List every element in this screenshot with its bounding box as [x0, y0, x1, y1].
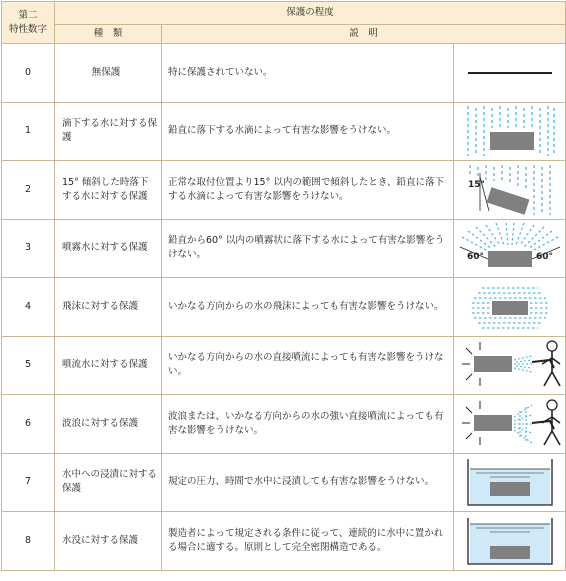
row-kind: 水中への浸漬に対する保護: [55, 453, 162, 512]
splash-all-directions-icon: [462, 280, 558, 334]
row-description: 鉛直から60° 以内の噴霧状に落下する水によって有害な影響をうけない。: [162, 219, 454, 278]
row-description: 特に保護されていない。: [162, 44, 454, 103]
table-row: [2, 512, 566, 571]
row-kind: 波浪に対する保護: [55, 395, 162, 454]
row-description: いかなる方向からの水の直接噴流によっても有害な影響をうけない。: [162, 336, 454, 395]
tilted-drip-15-icon: [462, 163, 558, 217]
row-number: 3: [2, 219, 55, 278]
table-row: [2, 336, 566, 395]
row-kind: 噴霧水に対する保護: [55, 219, 162, 278]
table-row: [2, 219, 566, 278]
powerful-jet-icon: [458, 397, 562, 451]
row-description: 鉛直に落下する水滴によって有害な影響をうけない。: [162, 102, 454, 161]
row-number: 6: [2, 395, 55, 454]
angle-label-right: 60°: [535, 252, 553, 263]
row-number: 2: [2, 161, 55, 220]
row-kind: 飛沫に対する保護: [55, 278, 162, 337]
table-row: [2, 161, 566, 220]
header-description: 説 明: [162, 25, 566, 44]
header-kind: 種 類: [55, 25, 162, 44]
row-description: いかなる方向からの水の飛沫によっても有害な影響をうけない。: [162, 278, 454, 337]
row-description: 正常な取付位置より15° 以内の範囲で傾斜したとき、鉛直に落下する水滴によって有害な影響をうけない。: [162, 161, 454, 220]
row-description: 規定の圧力、時間で水中に浸漬しても有害な影響をうけない。: [162, 453, 454, 512]
row-kind: 15° 傾斜した時落下する水に対する保護: [55, 161, 162, 220]
row-description: 波浪または、いかなる方向からの水の強い直接噴流によっても有害な影響をうけない。: [162, 395, 454, 454]
water-jet-hose-icon: [458, 338, 562, 392]
row-number: 4: [2, 278, 55, 337]
row-kind: 噴流水に対する保護: [55, 336, 162, 395]
temporary-immersion-icon: [462, 455, 558, 509]
header-degree-of-protection: 保護の程度: [55, 2, 566, 25]
table-row: [2, 44, 566, 103]
row-number: 7: [2, 453, 55, 512]
row-number: 1: [2, 102, 55, 161]
table-row: [2, 102, 566, 161]
angle-label: 15°: [467, 179, 485, 190]
continuous-submersion-icon: [462, 514, 558, 568]
table-row: [2, 278, 566, 337]
ip-water-protection-table: [1, 1, 566, 571]
row-number: 8: [2, 512, 55, 571]
vertical-drip-icon: [462, 104, 558, 158]
no-protection-line-icon: [462, 53, 558, 93]
row-kind: 無保護: [55, 44, 162, 103]
angle-label-left: 60°: [466, 252, 484, 263]
table-row: [2, 453, 566, 512]
row-number: 5: [2, 336, 55, 395]
table-row: [2, 395, 566, 454]
spray-60-icon: [458, 221, 562, 275]
row-kind: 滴下する水に対する保護: [55, 102, 162, 161]
row-number: 0: [2, 44, 55, 103]
row-description: 製造者によって規定される条件に従って、連続的に水中に置かれる場合に適する。原則として完全密閉構造である。: [162, 512, 454, 571]
row-kind: 水没に対する保護: [55, 512, 162, 571]
header-second-digit: 第二 特性数字: [2, 2, 55, 44]
